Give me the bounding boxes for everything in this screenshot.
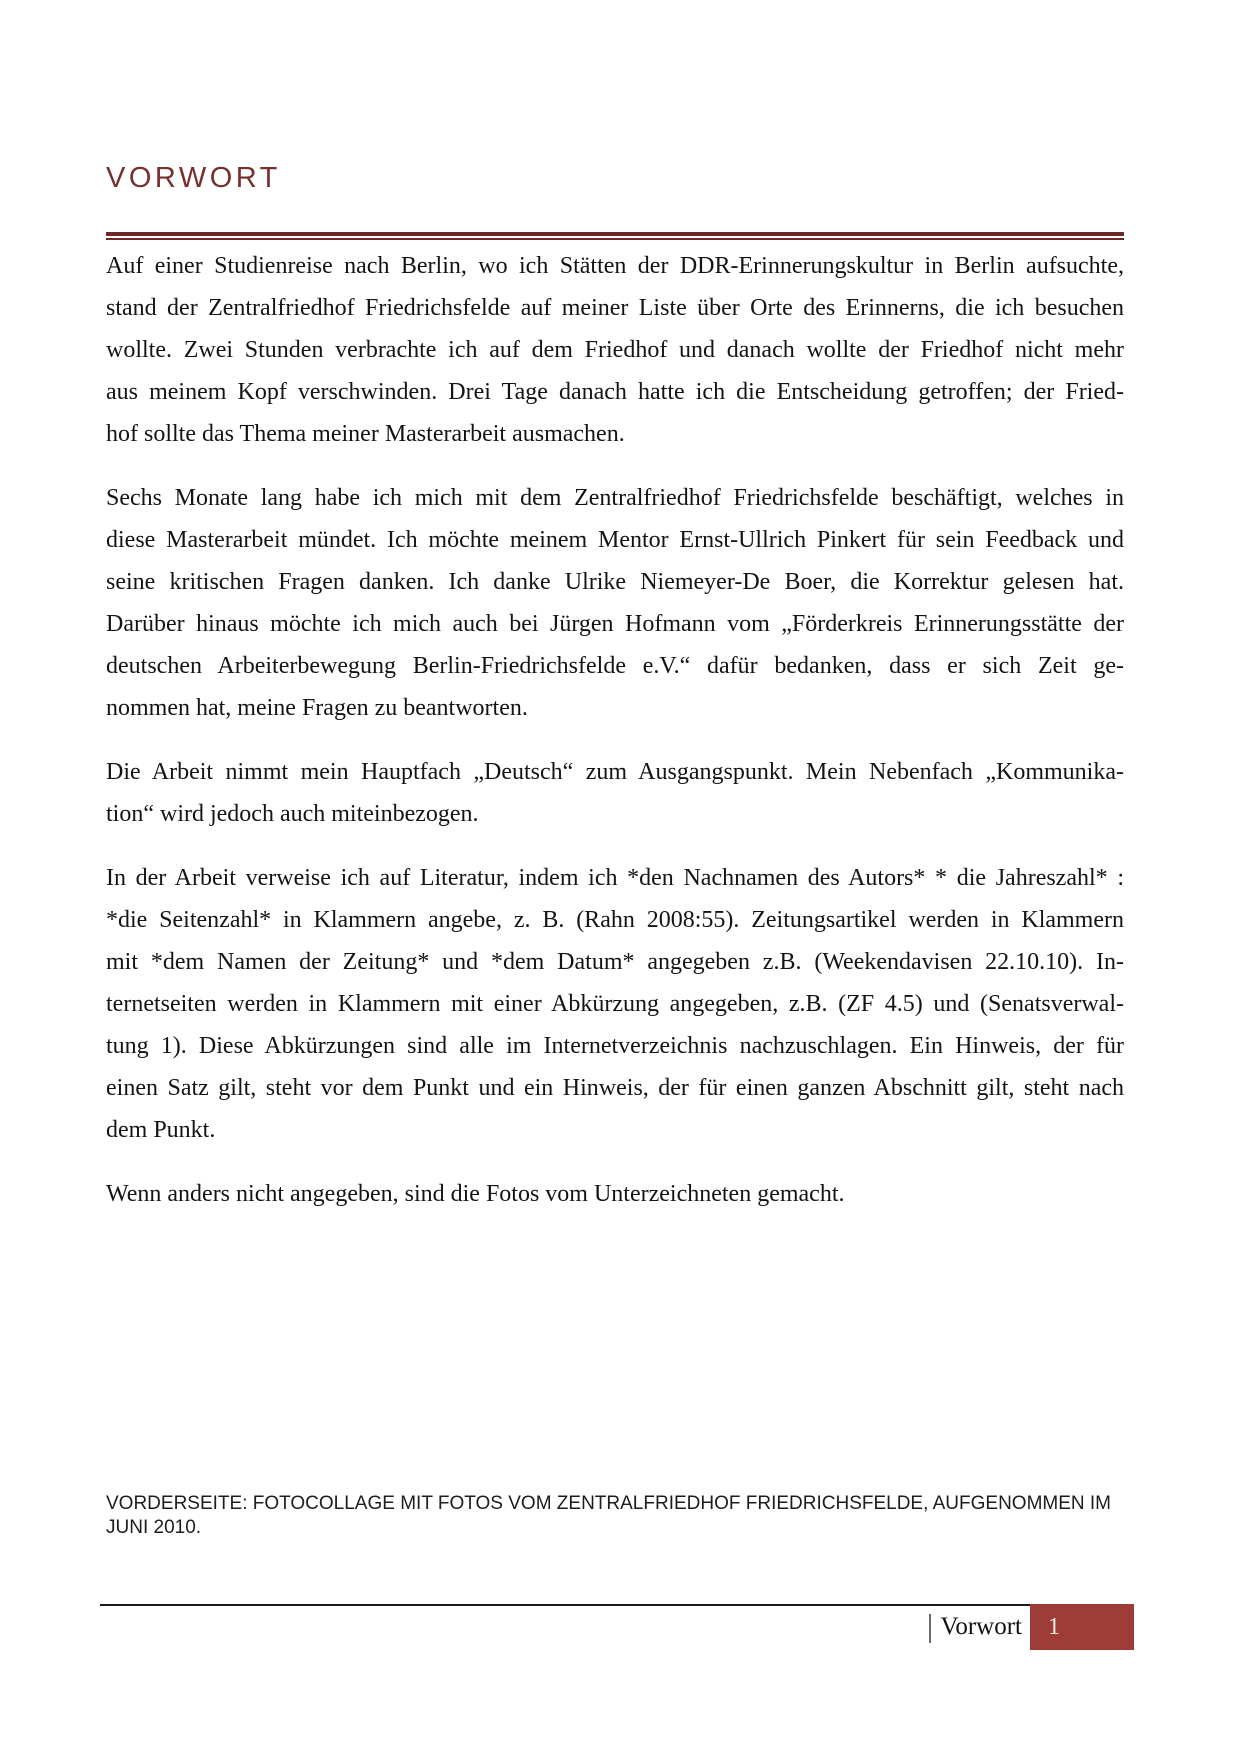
page-number-badge — [1030, 1604, 1134, 1650]
body-text-line: aus meinem Kopf verschwinden. Drei Tage danach hatte ich die Entscheidung getroffen; der Fried- — [106, 379, 1124, 405]
body-text-line: diese Masterarbeit mündet. Ich möchte meinem Mentor Ernst-Ullrich Pinkert für sein Feedback und — [106, 527, 1124, 553]
body-text-line: Die Arbeit nimmt mein Hauptfach „Deutsch“ zum Ausgangspunkt. Mein Nebenfach „Kommunika- — [106, 759, 1124, 785]
body-text-line: ternetseiten werden in Klammern mit einer Abkürzung angegeben, z.B. (ZF 4.5) und (Senatsverwal- — [106, 991, 1124, 1017]
footer-section-label — [100, 1610, 1022, 1644]
body-text-line: In der Arbeit verweise ich auf Literatur, indem ich *den Nachnamen des Autors* * die Jahreszahl* : — [106, 865, 1124, 891]
body-text-line: deutschen Arbeiterbewegung Berlin-Friedrichsfelde e.V.“ dafür bedanken, dass er sich Zeit ge- — [106, 653, 1124, 679]
footer-rule — [100, 1604, 1030, 1606]
body-text-line: tung 1). Diese Abkürzungen sind alle im Internetverzeichnis nachzuschlagen. Ein Hinweis, der für — [106, 1033, 1124, 1059]
body-text-line: stand der Zentralfriedhof Friedrichsfelde auf meiner Liste über Orte des Erinnerns, die ich besuchen — [106, 295, 1124, 321]
body-text-line: seine kritischen Fragen danken. Ich danke Ulrike Niemeyer-De Boer, die Korrektur gelesen hat. — [106, 569, 1124, 595]
body-text-line: nommen hat, meine Fragen zu beantworten. — [106, 695, 528, 721]
body-text-line: wollte. Zwei Stunden verbrachte ich auf dem Friedhof und danach wollte der Friedhof nicht mehr — [106, 337, 1124, 363]
page-number: 1 — [1048, 1614, 1060, 1640]
body-text-line: Wenn anders nicht angegeben, sind die Fotos vom Unterzeichneten gemacht. — [106, 1181, 845, 1207]
heading-rule — [106, 232, 1124, 240]
body-text-line: hof sollte das Thema meiner Masterarbeit ausmachen. — [106, 421, 625, 447]
footer-separator: | — [927, 1609, 933, 1644]
body-text-line: dem Punkt. — [106, 1117, 216, 1143]
paragraph — [106, 857, 1124, 1151]
body-text-line: mit *dem Namen der Zeitung* und *dem Datum* angegeben z.B. (Weekendavisen 22.10.10). In- — [106, 949, 1124, 975]
paragraph — [106, 245, 1124, 455]
front-cover-note: VORDERSEITE: FOTOCOLLAGE MIT FOTOS VOM ZENTRALFRIEDHOF FRIEDRICHSFELDE, AUFGENOMMEN IM JUNI 2010. — [106, 1493, 1111, 1538]
page-content — [106, 0, 1124, 1237]
body-text-line: Auf einer Studienreise nach Berlin, wo ich Stätten der DDR-Erinnerungskultur in Berlin aufsuchte, — [106, 253, 1124, 279]
paragraph — [106, 1173, 1124, 1215]
preface-body — [106, 245, 1124, 1215]
footer-section-text: Vorwort — [940, 1613, 1022, 1640]
paragraph — [106, 751, 1124, 835]
body-text-line: *die Seitenzahl* in Klammern angebe, z. B. (Rahn 2008:55). Zeitungsartikel werden in Klammern — [106, 907, 1124, 933]
paragraph — [106, 477, 1124, 729]
body-text-line: Sechs Monate lang habe ich mich mit dem Zentralfriedhof Friedrichsfelde beschäftigt, welches in — [106, 485, 1124, 511]
body-text-line: Darüber hinaus möchte ich mich auch bei Jürgen Hofmann vom „Förderkreis Erinnerungsstätte der — [106, 611, 1124, 637]
section-heading: VORWORT — [106, 162, 281, 194]
body-text-line: einen Satz gilt, steht vor dem Punkt und ein Hinweis, der für einen ganzen Abschnitt gilt, steht nach — [106, 1075, 1124, 1101]
body-text-line: tion“ wird jedoch auch miteinbezogen. — [106, 801, 479, 827]
